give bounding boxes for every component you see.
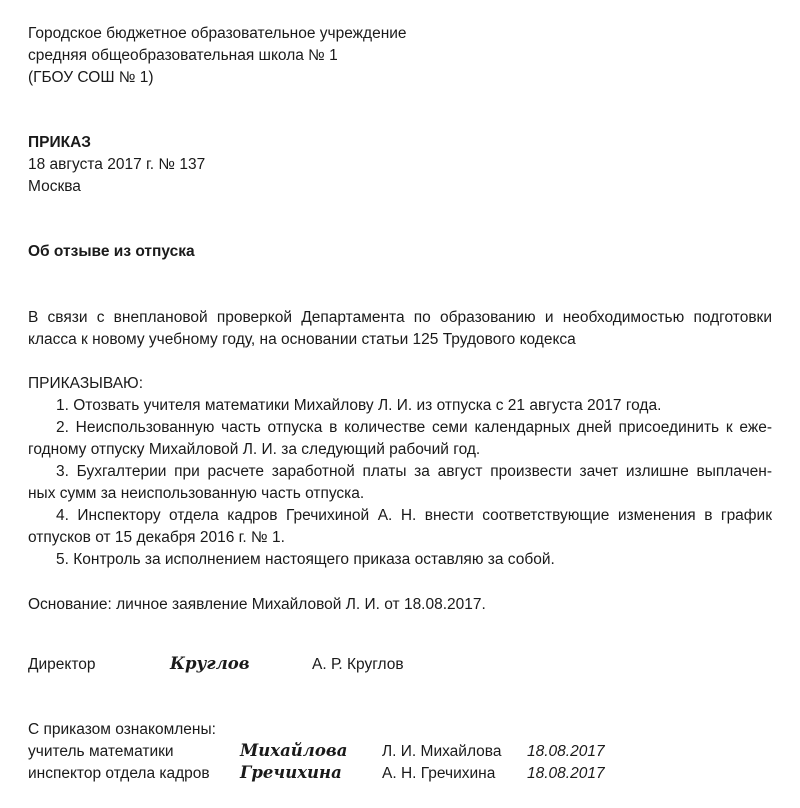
acquainted-name: А. Н. Гречихина bbox=[382, 765, 496, 782]
order-subject: Об отзыве из отпуска bbox=[28, 243, 195, 260]
preamble-line-1: В связи с внеплановой проверкой Департамента по образованию и необходимостью подготовки bbox=[28, 309, 772, 326]
org-name-line-2: средняя общеобразовательная школа № 1 bbox=[28, 47, 338, 64]
org-name-line-1: Городское бюджетное образовательное учреждение bbox=[28, 25, 407, 42]
item-4-line-1: 4. Инспектору отдела кадров Гречихиной А. Н. внести соответствующие изменения в график bbox=[56, 507, 772, 524]
order-city: Москва bbox=[28, 178, 81, 195]
acquainted-position: учитель математики bbox=[28, 743, 174, 760]
item-2-line-1: 2. Неиспользованную часть отпуска в количестве семи календарных дней присоединить к еже- bbox=[56, 419, 772, 436]
acquainted-date: 18.08.2017 bbox=[527, 743, 605, 760]
acquainted-position: инспектор отдела кадров bbox=[28, 765, 210, 782]
acquainted-signature: Михайлова bbox=[240, 741, 348, 760]
item-1: 1. Отозвать учителя математики Михайлову Л. И. из отпуска с 21 августа 2017 года. bbox=[56, 397, 662, 414]
acquainted-date: 18.08.2017 bbox=[527, 765, 605, 782]
item-2-line-2: годному отпуску Михайловой Л. И. за следующий рабочий год. bbox=[28, 441, 481, 458]
acquainted-name: Л. И. Михайлова bbox=[382, 743, 502, 760]
acquainted-heading: С приказом ознакомлены: bbox=[28, 721, 216, 738]
preamble-line-2: класса к новому учебному году, на основании статьи 125 Трудового кодекса bbox=[28, 331, 576, 348]
item-4-line-2: отпусков от 15 декабря 2016 г. № 1. bbox=[28, 529, 285, 546]
order-word: ПРИКАЗЫВАЮ: bbox=[28, 375, 144, 392]
item-3-line-2: ных сумм за неиспользованную часть отпуска. bbox=[28, 485, 365, 502]
acquainted-signature: Гречихина bbox=[240, 763, 342, 782]
order-date-number: 18 августа 2017 г. № 137 bbox=[28, 156, 206, 173]
order-title: ПРИКАЗ bbox=[28, 134, 91, 151]
director-position: Директор bbox=[28, 656, 96, 673]
director-name: А. Р. Круглов bbox=[312, 656, 404, 673]
item-3-line-1: 3. Бухгалтерии при расчете заработной платы за август произвести зачет излишне выплачен- bbox=[56, 463, 772, 480]
director-signature: Круглов bbox=[170, 654, 250, 673]
org-short-name: (ГБОУ СОШ № 1) bbox=[28, 69, 154, 86]
basis: Основание: личное заявление Михайловой Л. И. от 18.08.2017. bbox=[28, 596, 486, 613]
item-5: 5. Контроль за исполнением настоящего приказа оставляю за собой. bbox=[56, 551, 555, 568]
